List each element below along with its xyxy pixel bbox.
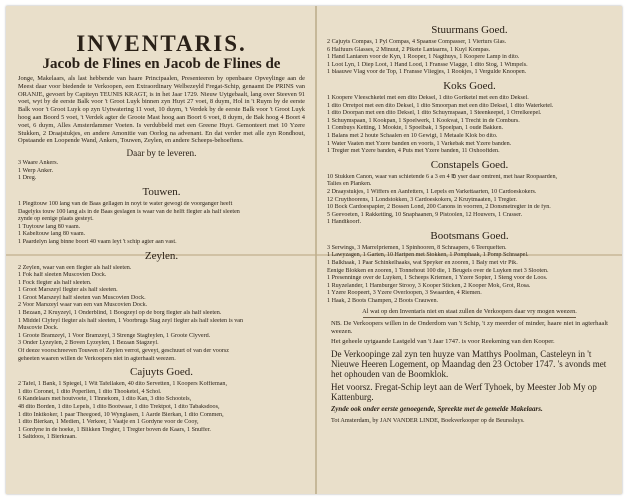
list-item: 1 Groote Bramzeyl, 1 Voor Bramzeyl, 3 Strenge Stagfeylen, 1 Groote Clyverd. xyxy=(18,332,211,339)
document-sheet xyxy=(6,6,622,494)
list-item: 1 Gordyne in de hoeke, 1 Blikken Tregter, 1 Tregter boven de Kaars, 1 Snuffer. xyxy=(18,426,211,433)
vertical-fold-crease xyxy=(315,6,317,494)
gothic-notice: Zynde ook onder eerste genoegende, Spreekte met de gemelde Makelaars. xyxy=(331,405,543,414)
list-item: 1 Bezaan, 2 Kruyzeyl, 1 Onderblind, 1 Boogzeyl op de borg flegter als half sleeten. xyxy=(18,310,222,317)
nb-notice: NB. De Verkoopers willen in de Onderdom van 't Schip, 't zy meerder of minder, haare niet in agterhaalt weezen. xyxy=(331,320,608,336)
list-item: 1 Balkhaak, 1 Paar Schinkelhaaks, wat Speyker en zooren, 1 Baly met vir Pik. xyxy=(327,260,518,267)
list-item: 10 Stukken Canon, waar van schietende 6 a 3 en 4 ℔ yser daar omtrent, met haar Roopaarden, xyxy=(327,173,558,180)
koks-heading: Koks Goed. xyxy=(443,79,496,92)
list-item: 1 Fok half sleeten Muscovien Dock. xyxy=(18,272,107,279)
list-item: Dagelyks touw 100 lang als in de Baas geslagen is waar van de helft flegter als half sleeten xyxy=(18,208,240,215)
list-item: 3 Waare Ankers. xyxy=(18,160,59,167)
inventory-note: Al wat op den Inventaris niet en staat zullen de Verkoopers daar vry mogen weezen. xyxy=(362,307,577,315)
list-item: 1 dito Doorpan met een dito Deksel, 1 dito Schuymspaan, 1 Steenkeepel, 1 Orrelkeepel. xyxy=(327,110,542,117)
list-item: 1 Werp Anker. xyxy=(18,167,54,174)
intro-paragraph: Jonge, Makelaars, als last hebbende van haare Principaalen, Presenteeren by openbaare Opveylinge aan de Meest daar voor biedende te Verkoopen, een Extraordinary Welbezeyld Fregat-Schip, genaamt De PRINS van ORANJE, gevoert by Capiteyn TEUNIS KRAGT, is in het Jaar 1729. Nieuw Uytgebaalt, lang over Steeven 91 voet, wyt by de eerste Balk voor 't Groot Luyk binnen zyn Huyt 27 voet, 8 duym, Hol in 't Ruym by de eerste Balk voor 't Groot Luyk op zyn Uytwatering 11 voet, 10 duym, 't Verdek by de eerste Balk voor 't Groot Luyk hoog aan Boord 5 voet, 't Verdek agter de Groote Mast hoog aan Boort 6 voet, 8 duym, de Bak hoog 4 Boort 4 voet, 6 duym, Alles Amsterdammer Voeten. Is verdubbeld met een Greene Huyt. Gemonteert met 10 Yzere Stukken, 2 Draajstukjes, en andere Amonitie van Oorlog na advenant. En dat verder met alle zyn Rondhout, Opstaande en Loopende Wand, Ankers, Touwen, Zeylen, en andere Scheeps-behoeftens. xyxy=(18,75,305,145)
list-item: 6 Halfuurs Glasses, 2 Minuut, 2 Pikete Lantaarns, 1 Kuyl Kompas. xyxy=(327,46,491,53)
lastgeld-notice: Het geheele uytgaande Lastgeld van 't Jaar 1747. is voor Reekening van den Kooper. xyxy=(331,338,555,346)
list-item: 1 blaauwe Vlag voor de Top, 1 Fransse Vliegjes, 1 Rookjes, 1 Vergulde Knoopen. xyxy=(327,69,527,76)
list-item: 5 Geevoeten, 1 Rakketting, 10 Snaphaanen, 9 Pistoolen, 12 Houwers, 1 Crasser. xyxy=(327,211,523,218)
list-item: 1 dito Inktkoker, 1 paar Theegoed, 10 Wynglasen, 1 Aarde Bierkan, 1 dito Commen, xyxy=(18,411,224,418)
list-item: 12 Cruythoorens, 1 Londstokken, 3 Cardoeskokers, 2 Kruytmaaten, 1 Tregter. xyxy=(327,196,517,203)
stuurmans-heading: Stuurmans Goed. xyxy=(431,24,508,36)
list-item: 2 Draaystukjes, 1 Wiffers en Aanfetters, 1 Lepels en Varkettaarten, 10 Cardoeskokers. xyxy=(327,188,537,195)
list-item: 1 Ruyzelander, 1 Hamburger Strooy, 3 Kooper Sticken, 2 Kooper Mok, Grot, Rosa. xyxy=(327,282,531,289)
bootsmans-heading: Bootsmans Goed. xyxy=(430,229,509,242)
list-item: 1 Hand Lantaren voor de Kyn, 1 Rooper, 1 Nagthuys, 1 Koopere Lamp in dito. xyxy=(327,54,520,61)
touwen-list xyxy=(18,201,305,247)
list-item: 1 Yzere Roopeert, 3 Yzere Overloopen, 3 Swaarden, 4 Riemen. xyxy=(327,290,482,297)
list-item: geheeten waaren willen de Verkoopers niet in agterhaalt weezen. xyxy=(18,355,176,362)
list-item: 48 dito Borden, 1 dito Lepels, 1 dito Bootwaar, 1 dito Trektpot, 1 dito Tabaksdoos, xyxy=(18,404,220,411)
zeylen-list xyxy=(18,265,305,364)
list-item: 1 dito Coronet, 1 dito Poperlien, 1 dito Thooketel, 4 Schol. xyxy=(18,388,162,395)
list-item: 1 Paardelyn lang binne boort 40 vaam leyt 't schip agter aan vast. xyxy=(18,238,177,245)
list-item: 1 Fock flegter als half sleeten. xyxy=(18,279,92,286)
bootsmans-list xyxy=(327,245,612,306)
list-item: 2 Voor Marszeyl waar van een van Muscovien Dock. xyxy=(18,302,148,309)
list-item: 1 Tregter met Yzere banden, 4 Puts met Yzere banden, 11 Oxhooftden. xyxy=(327,148,500,155)
koks-list xyxy=(327,95,612,156)
list-item: 1 Combuys Ketting, 1 Mookte, 1 Spoelbak, 1 Spoelpan, 1 oude Bakken. xyxy=(327,125,504,132)
cajuyts-list xyxy=(18,381,305,442)
list-item: 1 Kabeltouw lang 80 vaam. xyxy=(18,231,86,238)
list-item: 1 Middel Clyfeyl flegter als half sleeten, 1 Voorbrugs Stag zeyl flegter als half sleeten is van xyxy=(18,317,244,324)
list-item: Talies en Planken. xyxy=(327,181,372,188)
list-item: 10 Bock Cardoespapier, 2 Bossen Lond, 200 Canons in voorren, 2 Donsmetregter in de fyn. xyxy=(327,204,551,211)
left-column xyxy=(14,6,309,494)
list-item: 1 Water Vaaten met Yzere banden en voorts, 1 Varkebak met Yzere banden. xyxy=(327,140,512,147)
list-item: 1 Saltdoos, 1 Bierkraan. xyxy=(18,434,77,441)
list-item: 1 Schuymspaan, 1 Kookpan, 1 Spoelwerk, 1 Kookvat, 1 Trecht in de Comburs. xyxy=(327,117,520,124)
list-item: 1 Groot Marszeyl flegter als half sleeten. xyxy=(18,287,118,294)
list-item: Eenige Blokken en zooren, 1 Tonnehout 100 die, 1 Beugels over de Luyken met 3 Slooten. xyxy=(327,267,549,274)
zeylen-heading: Zeylen. xyxy=(144,249,179,262)
list-item: 1 Handtkoorf. xyxy=(327,219,362,226)
stuurmans-list xyxy=(327,39,612,77)
list-item: 1 dito Bierkan, 1 Medien, 1 Verkeer, 1 Vaatje en 1 Gordyne voor de Cooy, xyxy=(18,419,199,426)
cajuyts-heading: Cajuyts Goed. xyxy=(130,366,193,379)
list-item: 2 Tafel, 1 Bank, 1 Spiegel, 1 Wit Tafellaken, 40 dito Servetten, 1 Koopers Koffieman, xyxy=(18,381,227,388)
daar-heading: Daar by te leveren. xyxy=(126,148,197,159)
list-item: 1 dito Orretpot met een dito Deksel, 1 dito Smoorpan met een dito Deksel, 1 dito Waterketel. xyxy=(327,102,554,109)
list-item: 1 Plegttouw 100 lang van de Baas gellagen in noyt te water gewogt de voorganger heeft xyxy=(18,200,233,207)
constapels-heading: Constapels Goed. xyxy=(430,158,509,171)
list-item: 2 Cajuyts Compas, 1 Pyl Compas, 4 Spaanse Compasser, 1 Vierturs Glas. xyxy=(327,39,507,45)
list-item: 1 Koopere Vleeschketel met een dito Deksel, 1 dito Gortketel met een dito Deksel. xyxy=(327,94,529,101)
list-item: Of deeze voorschreeven Touwen of Zeylen verrot, geveyt, geschuurt of van der voorsz xyxy=(18,348,229,355)
document-title: INVENTARIS. xyxy=(76,31,247,56)
list-item: 1 Lawyzagen, 1 Garten, 10 Hartpen met Stokken, 1 Pomphaak, 1 Pomp Schraapel. xyxy=(327,252,529,259)
ship-location-notice: Het voorsz. Fregat-Schip leyt aan de Werf Tyhoek, by Meester Job My op Kattenburg. xyxy=(331,382,597,403)
list-item: zynde op eenige plaats gesteyt. xyxy=(18,216,94,223)
subtitle-line-1: Jacob de Flines en Jacob de Flines de xyxy=(42,56,281,72)
printer-imprint: Tot Amsterdam, by JAN VANDER LINDE, Boekverkooper op de Beurssluys. xyxy=(331,416,525,424)
list-item: 6 Kandelaars met houtvoete, 1 Tinnekom, 1 dito Kan, 3 dito Schootels, xyxy=(18,396,192,403)
list-item: 1 Dreg. xyxy=(18,175,37,182)
list-item: Muscovie Dock. xyxy=(18,325,59,332)
sale-notice: De Verkoopinge zal zyn ten huyze van Matthys Poolman, Casteleyn in 't Nieuwe Heeren Logement, op Maandag den 23 October 1747. 's avonds met het ophouden van de Boomklok. xyxy=(331,349,607,380)
list-item: 3 Onder Lyzeylen, 2 Boven Lyzeylen, 1 Bezaan Stagzeyl. xyxy=(18,340,159,347)
list-item: 3 Serwings, 3 Marrelpriemen, 1 Spinhooren, 8 Schraapers, 6 Teerqueften. xyxy=(327,244,507,251)
anchor-list xyxy=(18,160,305,183)
divider xyxy=(363,317,576,318)
list-item: 1 Balans met 2 houte Schaalen en 10 Gewigt, 1 Metaale Klok bo dito. xyxy=(327,132,498,139)
list-item: 1 Tuytouw lang 80 vaam. xyxy=(18,223,81,230)
touwen-heading: Touwen. xyxy=(142,185,181,198)
list-item: 2 Zeylen, waar van een flegter als half sleeten. xyxy=(18,264,132,271)
right-column xyxy=(323,6,616,494)
list-item: 1 Loot Lyn, 1 Diep Loot, 1 Hand Lood, 1 Fransse Vlagge, 1 dito Stog, 1 Wimpels. xyxy=(327,61,528,68)
list-item: 1 Presenninge over de Luyken, 1 Scheeps Kriemen, 1 Yzere Sopter, 1 Steng voor de Loos. xyxy=(327,275,548,282)
constapels-list xyxy=(327,174,612,227)
list-item: 1 Groot Marszeyl half sleeten van Muscovien Dock. xyxy=(18,294,146,301)
list-item: 1 Haak, 2 Boots Champen, 2 Boots Crauwen. xyxy=(327,298,439,305)
